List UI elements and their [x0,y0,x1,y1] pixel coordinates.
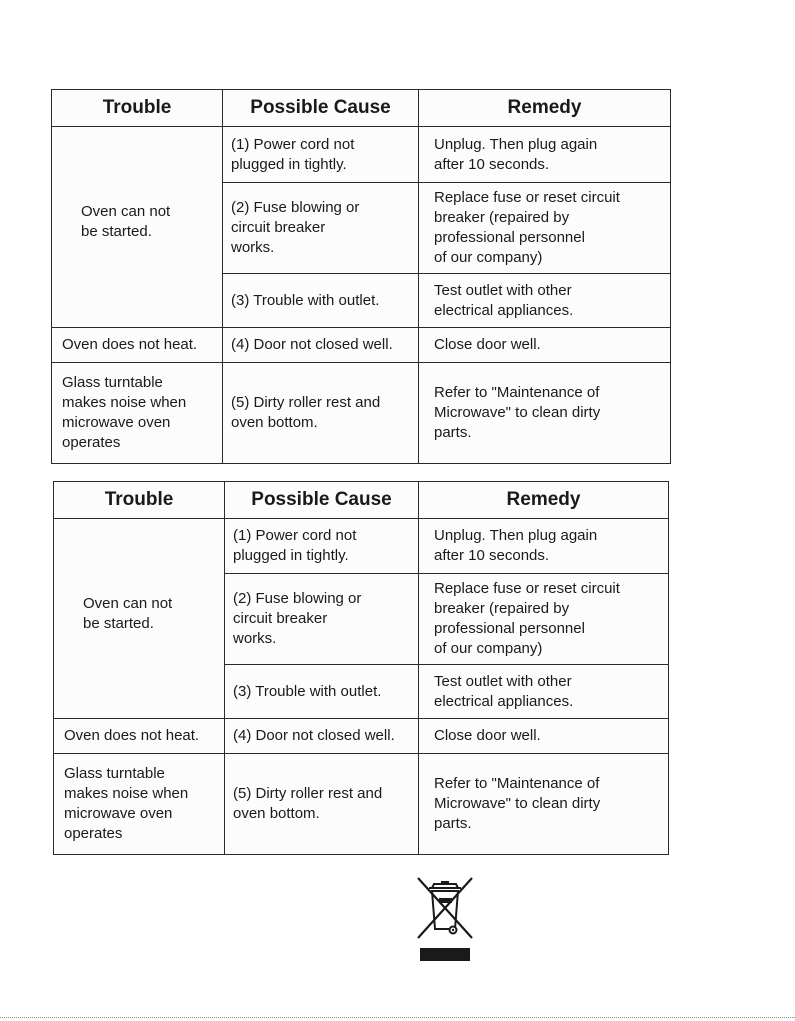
troubleshooting-table [53,481,669,855]
crossed-out-wheelie-bin-icon [415,874,475,964]
table-row [52,328,671,363]
remedy-cell: Test outlet with other electrical appliances. [419,665,669,719]
remedy-cell: Close door well. [419,328,671,363]
cause-cell: (2) Fuse blowing or circuit breaker works. [225,574,419,665]
cause-cell: (5) Dirty roller rest and oven bottom. [225,754,419,855]
trouble-cell: Glass turntable makes noise when microwave oven operates [52,363,223,464]
cause-cell: (2) Fuse blowing or circuit breaker works. [223,183,419,274]
trouble-cell: Oven can not be started. [54,519,225,719]
remedy-cell: Test outlet with other electrical appliances. [419,274,671,328]
trouble-cell: Oven can not be started. [52,127,223,328]
header-trouble: Trouble [52,90,223,127]
cause-cell: (5) Dirty roller rest and oven bottom. [223,363,419,464]
table-row [54,519,669,574]
page-bottom-dotted-line [0,1017,795,1018]
cause-cell: (4) Door not closed well. [225,719,419,754]
cause-cell: (1) Power cord not plugged in tightly. [225,519,419,574]
cause-cell: (3) Trouble with outlet. [225,665,419,719]
header-remedy: Remedy [419,482,669,519]
remedy-cell: Replace fuse or reset circuit breaker (repaired by professional personnel of our company) [419,183,671,274]
table-row [54,754,669,855]
header-remedy: Remedy [419,90,671,127]
table-row [52,127,671,183]
cause-cell: (3) Trouble with outlet. [223,274,419,328]
cause-cell: (4) Door not closed well. [223,328,419,363]
table-row [52,363,671,464]
remedy-cell: Refer to "Maintenance of Microwave" to clean dirty parts. [419,754,669,855]
remedy-cell: Refer to "Maintenance of Microwave" to clean dirty parts. [419,363,671,464]
trouble-cell: Glass turntable makes noise when microwave oven operates [54,754,225,855]
trouble-cell: Oven does not heat. [54,719,225,754]
cause-cell: (1) Power cord not plugged in tightly. [223,127,419,183]
troubleshooting-table [51,89,671,464]
table-header-row [54,482,669,519]
trouble-cell: Oven does not heat. [52,328,223,363]
header-trouble: Trouble [54,482,225,519]
header-possible-cause: Possible Cause [225,482,419,519]
table-row [54,719,669,754]
remedy-cell: Unplug. Then plug again after 10 seconds. [419,127,671,183]
remedy-cell: Close door well. [419,719,669,754]
remedy-cell: Unplug. Then plug again after 10 seconds. [419,519,669,574]
header-possible-cause: Possible Cause [223,90,419,127]
table-header-row [52,90,671,127]
remedy-cell: Replace fuse or reset circuit breaker (repaired by professional personnel of our company) [419,574,669,665]
